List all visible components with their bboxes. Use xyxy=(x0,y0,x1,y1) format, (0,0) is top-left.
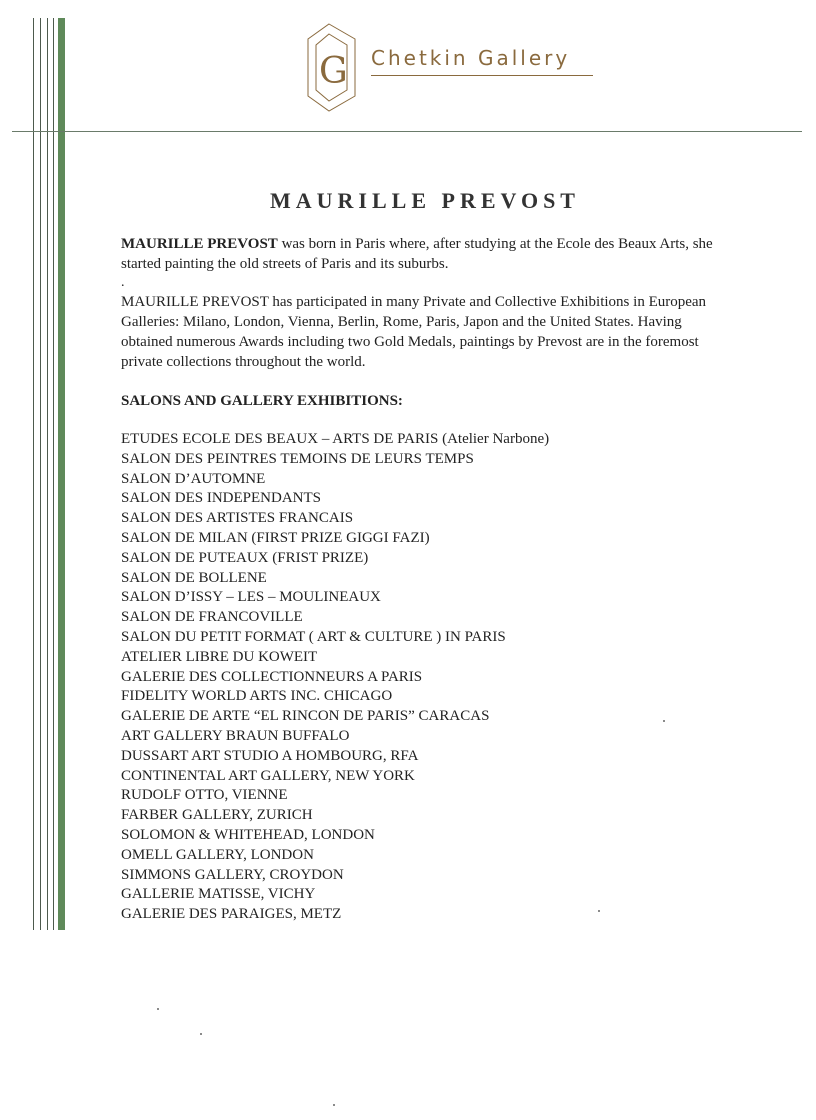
list-item: GALERIE DE ARTE “EL RINCON DE PARIS” CARACAS xyxy=(121,708,490,725)
list-item: ART GALLERY BRAUN BUFFALO xyxy=(121,727,350,744)
exhibitions-heading: SALONS AND GALLERY EXHIBITIONS: xyxy=(121,393,403,409)
list-item: OMELL GALLERY, LONDON xyxy=(121,846,314,863)
scan-speck xyxy=(333,1104,335,1106)
list-item: SALON DES INDEPENDANTS xyxy=(121,490,322,507)
stray-dot: . xyxy=(121,275,125,290)
list-item: GALERIE DES PARAIGES, METZ xyxy=(121,906,342,923)
margin-stripe-1 xyxy=(33,18,34,930)
logo-letter: G xyxy=(319,51,348,92)
gallery-logo-mark xyxy=(305,20,365,115)
list-item: FIDELITY WORLD ARTS INC. CHICAGO xyxy=(121,688,393,705)
scan-speck xyxy=(157,1008,159,1010)
list-item: SALON D’ISSY – LES – MOULINEAUX xyxy=(121,589,381,606)
list-item: DUSSART ART STUDIO A HOMBOURG, RFA xyxy=(121,747,419,764)
list-item: SALON DE BOLLENE xyxy=(121,569,267,586)
margin-stripe-2 xyxy=(40,18,41,930)
gallery-name-underline xyxy=(371,75,593,76)
list-item: FARBER GALLERY, ZURICH xyxy=(121,807,313,824)
list-item: SOLOMON & WHITEHEAD, LONDON xyxy=(121,826,375,843)
margin-stripe-4 xyxy=(53,18,54,930)
list-item: SALON DU PETIT FORMAT ( ART & CULTURE ) IN PARIS xyxy=(121,628,506,645)
list-item: SALON DES PEINTRES TEMOINS DE LEURS TEMPS xyxy=(121,450,474,467)
list-item: RUDOLF OTTO, VIENNE xyxy=(121,787,288,804)
list-item: ATELIER LIBRE DU KOWEIT xyxy=(121,648,318,665)
list-item: SALON DE MILAN (FIRST PRIZE GIGGI FAZI) xyxy=(121,529,430,546)
margin-stripe-green xyxy=(58,18,65,930)
gallery-name: Chetkin Gallery xyxy=(371,46,571,70)
list-item: CONTINENTAL ART GALLERY, NEW YORK xyxy=(121,767,415,784)
gallery-logo xyxy=(305,20,605,115)
bio-paragraph-1 xyxy=(121,234,721,274)
list-item: SALON DE FRANCOVILLE xyxy=(121,609,303,626)
scan-speck xyxy=(663,720,665,722)
bio-paragraph-2: MAURILLE PREVOST has participated in many Private and Collective Exhibitions in European Galleries: Milano, London, Vienna, Berlin, Rome, Paris, Japon and the United States. Having obtained numerous Awards including two Gold Medals, paintings by Prevost are in the foremost private collections throughout the world. xyxy=(121,294,707,370)
list-item: SALON D’AUTOMNE xyxy=(121,470,266,487)
list-item: GALLERIE MATISSE, VICHY xyxy=(121,886,316,903)
list-item: SALON DE PUTEAUX (FRIST PRIZE) xyxy=(121,549,369,566)
list-item: GALERIE DES COLLECTIONNEURS A PARIS xyxy=(121,668,423,685)
list-item: SALON DES ARTISTES FRANCAIS xyxy=(121,510,354,527)
bio-artist-name: MAURILLE PREVOST xyxy=(121,236,278,252)
bio-text-1: was born in Paris where, after studying at the Ecole des Beaux Arts, she started painting the old streets of Paris and its suburbs. xyxy=(121,236,713,272)
scan-speck xyxy=(598,910,600,912)
exhibitions-list xyxy=(121,430,549,925)
list-item: SIMMONS GALLERY, CROYDON xyxy=(121,866,344,883)
scan-speck xyxy=(200,1033,202,1035)
header-rule xyxy=(12,131,802,132)
margin-stripe-3 xyxy=(47,18,48,930)
artist-name-title: MAURILLE PREVOST xyxy=(270,188,580,213)
list-item: ETUDES ECOLE DES BEAUX – ARTS DE PARIS (Atelier Narbone) xyxy=(121,431,550,447)
